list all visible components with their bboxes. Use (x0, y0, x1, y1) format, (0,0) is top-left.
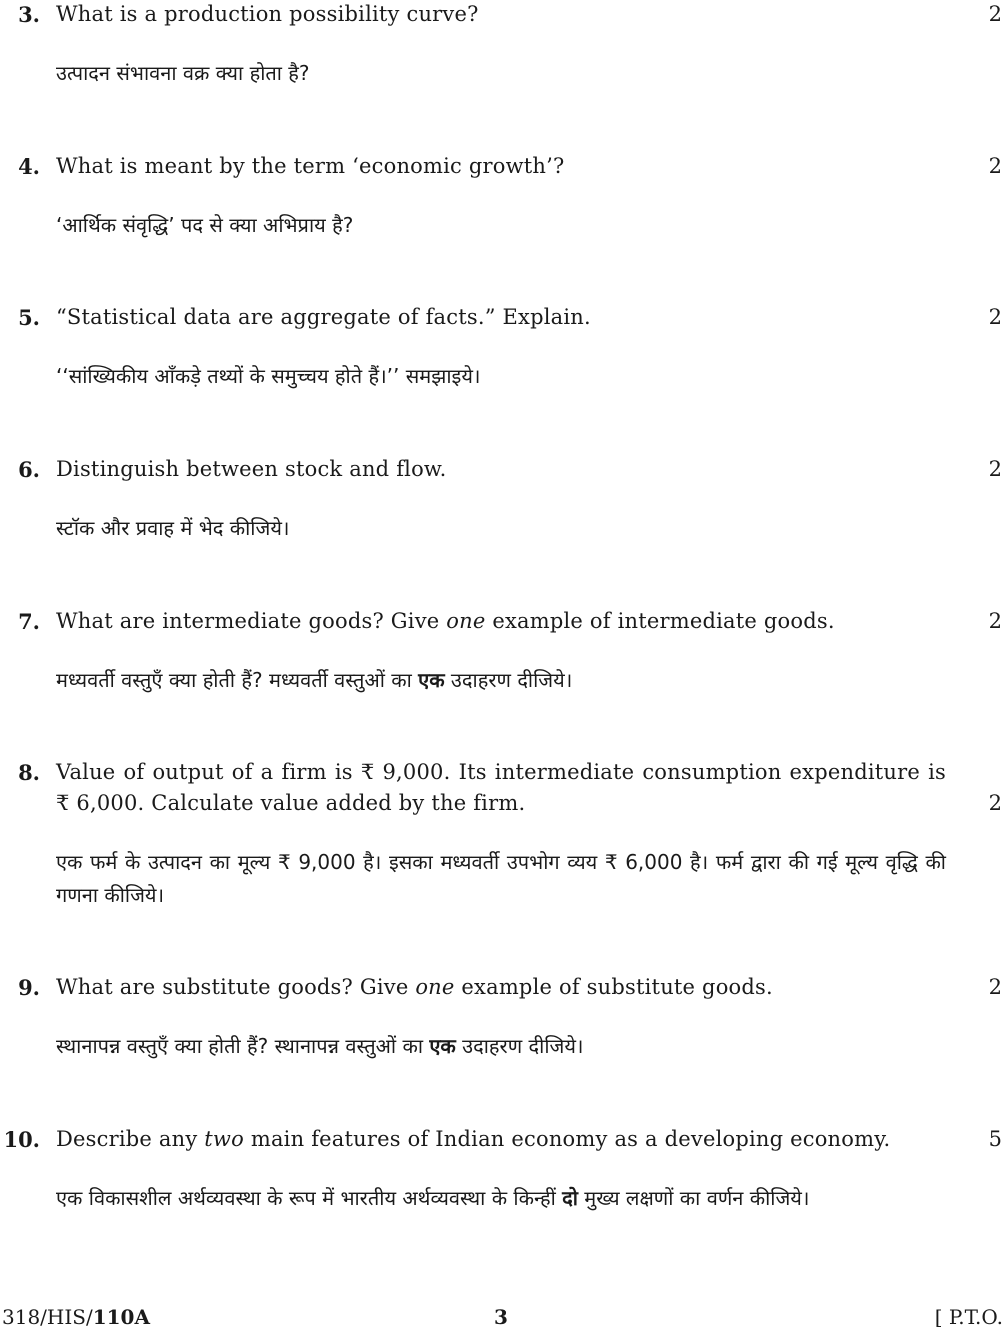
question-text-english: What is meant by the term ‘economic growth’? (56, 154, 565, 178)
question-number: 3. (18, 2, 40, 27)
text-segment: example of intermediate goods. (485, 609, 835, 633)
question-marks: 2 (988, 2, 1002, 26)
text-segment: उदाहरण दीजिये। (455, 1034, 584, 1058)
paper-code-prefix: 318/HIS/ (2, 1305, 93, 1329)
question-text-hindi: स्टॉक और प्रवाह में भेद कीजिये। (56, 516, 290, 540)
question-text-hindi (56, 1030, 946, 1063)
question-text-hindi (56, 1182, 946, 1215)
text-segment: main features of Indian economy as a developing economy. (243, 1127, 891, 1151)
emphasis-word: two (204, 1127, 244, 1151)
text-segment: Describe any (56, 1127, 205, 1151)
bold-word: दो (562, 1186, 578, 1210)
text-segment: एक विकासशील अर्थव्यवस्था के रूप में भारतीय अर्थव्यवस्था के किन्हीं (56, 1186, 563, 1210)
question-marks: 2 (988, 609, 1002, 633)
emphasis-word: one (446, 609, 486, 633)
paper-code-suffix: 110A (92, 1305, 150, 1329)
emphasis-word: one (415, 975, 455, 999)
text-segment: example of substitute goods. (454, 975, 773, 999)
question-text-hindi (56, 664, 946, 697)
text-segment: मध्यवर्ती वस्तुएँ क्या होती हैं? मध्यवर्ती वस्तुओं का (56, 668, 419, 692)
question-text-english (56, 1124, 946, 1155)
question-text-hindi: एक फर्म के उत्पादन का मूल्य ₹ 9,000 है। इसका मध्यवर्ती उपभोग व्यय ₹ 6,000 है। फर्म द्वारा की गई मूल्य वृद्धि की गणना कीजिये। (56, 850, 946, 907)
bold-word: एक (418, 668, 445, 692)
question-marks: 2 (988, 305, 1002, 329)
question-marks: 2 (988, 154, 1002, 178)
question-number: 7. (18, 609, 40, 634)
text-segment: उदाहरण दीजिये। (444, 668, 573, 692)
paper-code (2, 1305, 150, 1329)
question-number: 5. (18, 305, 40, 330)
pto-label: [ P.T.O. (934, 1305, 1003, 1329)
question-text-english: “Statistical data are aggregate of facts.” Explain. (56, 305, 591, 329)
question-marks: 2 (988, 975, 1002, 999)
question-marks: 5 (988, 1127, 1002, 1151)
question-marks: 2 (988, 791, 1002, 815)
question-marks: 2 (988, 457, 1002, 481)
bold-word: एक (429, 1034, 456, 1058)
question-text-english: Value of output of a firm is ₹ 9,000. Its intermediate consumption expenditure is ₹ 6,000. Calculate value added by the firm. (56, 760, 946, 815)
question-number: 9. (18, 975, 40, 1000)
question-text-english (56, 972, 946, 1003)
question-number: 8. (18, 760, 40, 785)
text-segment: What are substitute goods? Give (56, 975, 416, 999)
question-text-hindi: ‘‘सांख्यिकीय आँकड़े तथ्यों के समुच्चय होते हैं।’’ समझाइये। (56, 364, 481, 388)
text-segment: स्थानापन्न वस्तुएँ क्या होती हैं? स्थानापन्न वस्तुओं का (56, 1034, 430, 1058)
question-text-english: Distinguish between stock and flow. (56, 457, 447, 481)
question-number: 10. (3, 1127, 40, 1152)
page-footer (0, 1305, 1005, 1331)
question-number: 4. (18, 154, 40, 179)
question-text-hindi: उत्पादन संभावना वक्र क्या होता है? (56, 61, 310, 85)
text-segment: What are intermediate goods? Give (56, 609, 447, 633)
page-number: 3 (494, 1305, 508, 1329)
question-text-hindi: ‘आर्थिक संवृद्धि’ पद से क्या अभिप्राय है? (56, 213, 354, 237)
question-text-english: What is a production possibility curve? (56, 2, 479, 26)
question-number: 6. (18, 457, 40, 482)
text-segment: मुख्य लक्षणों का वर्णन कीजिये। (577, 1186, 810, 1210)
question-text-english (56, 606, 946, 637)
